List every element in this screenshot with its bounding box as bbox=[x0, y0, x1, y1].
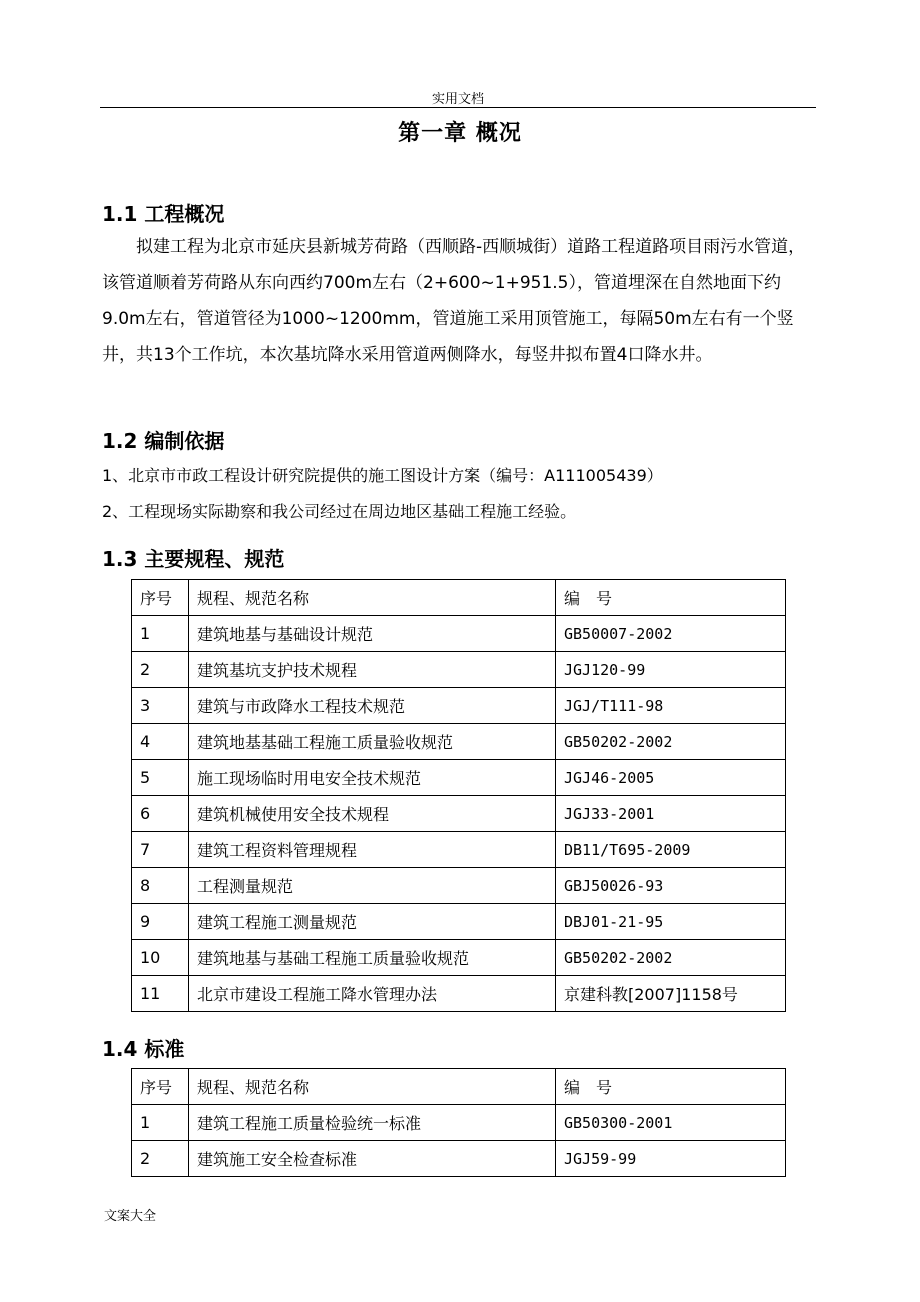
section-heading-basis: 1.2 编制依据 bbox=[102, 429, 225, 453]
cell-code: 京建科教[2007]1158号 bbox=[556, 976, 786, 1012]
table-row bbox=[132, 976, 786, 1012]
table-row bbox=[132, 760, 786, 796]
header-cell-no: 序号 bbox=[132, 580, 189, 616]
cell-code: JGJ59-99 bbox=[556, 1141, 786, 1177]
cell-name: 建筑工程施工质量检验统一标准 bbox=[189, 1105, 556, 1141]
cell-name: 建筑工程资料管理规程 bbox=[189, 832, 556, 868]
cell-code: JGJ/T111-98 bbox=[556, 688, 786, 724]
cell-name: 北京市建设工程施工降水管理办法 bbox=[189, 976, 556, 1012]
cell-code: DBJ01-21-95 bbox=[556, 904, 786, 940]
table-row bbox=[132, 652, 786, 688]
cell-code: JGJ33-2001 bbox=[556, 796, 786, 832]
header-cell-code: 编 号 bbox=[556, 1069, 786, 1105]
cell-name: 建筑地基与基础设计规范 bbox=[189, 616, 556, 652]
cell-code: GB50007-2002 bbox=[556, 616, 786, 652]
table-row bbox=[132, 688, 786, 724]
table-row bbox=[132, 904, 786, 940]
cell-no: 2 bbox=[132, 652, 189, 688]
cell-no: 4 bbox=[132, 724, 189, 760]
cell-no: 5 bbox=[132, 760, 189, 796]
section-heading-regulations: 1.3 主要规程、规范 bbox=[102, 547, 285, 571]
section-heading-standards: 1.4 标准 bbox=[102, 1037, 185, 1061]
table-row bbox=[132, 940, 786, 976]
header-cell-name: 规程、规范名称 bbox=[189, 580, 556, 616]
header-divider bbox=[100, 107, 816, 108]
cell-code: GBJ50026-93 bbox=[556, 868, 786, 904]
table-row bbox=[132, 724, 786, 760]
cell-code: JGJ120-99 bbox=[556, 652, 786, 688]
table-header-row bbox=[132, 1069, 786, 1105]
header-cell-no: 序号 bbox=[132, 1069, 189, 1105]
cell-no: 7 bbox=[132, 832, 189, 868]
basis-item-1: 1、北京市市政工程设计研究院提供的施工图设计方案（编号：A111005439） bbox=[102, 466, 663, 485]
standards-table bbox=[131, 1068, 786, 1177]
cell-name: 建筑与市政降水工程技术规范 bbox=[189, 688, 556, 724]
cell-name: 工程测量规范 bbox=[189, 868, 556, 904]
section-heading-overview: 1.1 工程概况 bbox=[102, 202, 225, 226]
basis-item-2: 2、工程现场实际勘察和我公司经过在周边地区基础工程施工经验。 bbox=[102, 502, 577, 521]
table-row bbox=[132, 1141, 786, 1177]
table-row bbox=[132, 1105, 786, 1141]
cell-no: 9 bbox=[132, 904, 189, 940]
cell-no: 3 bbox=[132, 688, 189, 724]
cell-code: GB50202-2002 bbox=[556, 940, 786, 976]
cell-name: 施工现场临时用电安全技术规范 bbox=[189, 760, 556, 796]
cell-no: 6 bbox=[132, 796, 189, 832]
cell-name: 建筑工程施工测量规范 bbox=[189, 904, 556, 940]
cell-name: 建筑地基与基础工程施工质量验收规范 bbox=[189, 940, 556, 976]
page-header: 实用文档 bbox=[431, 92, 484, 107]
table-row bbox=[132, 868, 786, 904]
cell-name: 建筑机械使用安全技术规程 bbox=[189, 796, 556, 832]
cell-code: GB50202-2002 bbox=[556, 724, 786, 760]
table-header-row bbox=[132, 580, 786, 616]
cell-no: 1 bbox=[132, 616, 189, 652]
cell-no: 1 bbox=[132, 1105, 189, 1141]
cell-code: GB50300-2001 bbox=[556, 1105, 786, 1141]
cell-name: 建筑地基基础工程施工质量验收规范 bbox=[189, 724, 556, 760]
cell-no: 2 bbox=[132, 1141, 189, 1177]
table-row bbox=[132, 616, 786, 652]
cell-name: 建筑施工安全检查标准 bbox=[189, 1141, 556, 1177]
header-cell-code: 编 号 bbox=[556, 580, 786, 616]
header-cell-name: 规程、规范名称 bbox=[189, 1069, 556, 1105]
page-footer: 文案大全 bbox=[104, 1209, 157, 1224]
table-row bbox=[132, 832, 786, 868]
cell-no: 8 bbox=[132, 868, 189, 904]
regulations-table bbox=[131, 579, 786, 1012]
overview-paragraph: 拟建工程为北京市延庆县新城芳荷路（西顺路-西顺城街）道路工程道路项目雨污水管道，该管道顺着芳荷路从东向西约700m左右（2+600~1+951.5），管道埋深在自然地面下约9.0m左右，管道管径为1000~1200mm，管道施工采用顶管施工，每隔50m左右有一个竖井，共13个工作坑，本次基坑降水采用管道两侧降水，每竖井拟布置4口降水井。 bbox=[102, 237, 806, 365]
cell-name: 建筑基坑支护技术规程 bbox=[189, 652, 556, 688]
cell-no: 10 bbox=[132, 940, 189, 976]
cell-no: 11 bbox=[132, 976, 189, 1012]
table-row bbox=[132, 796, 786, 832]
cell-code: JGJ46-2005 bbox=[556, 760, 786, 796]
chapter-title: 第一章 概况 bbox=[398, 121, 522, 146]
cell-code: DB11/T695-2009 bbox=[556, 832, 786, 868]
